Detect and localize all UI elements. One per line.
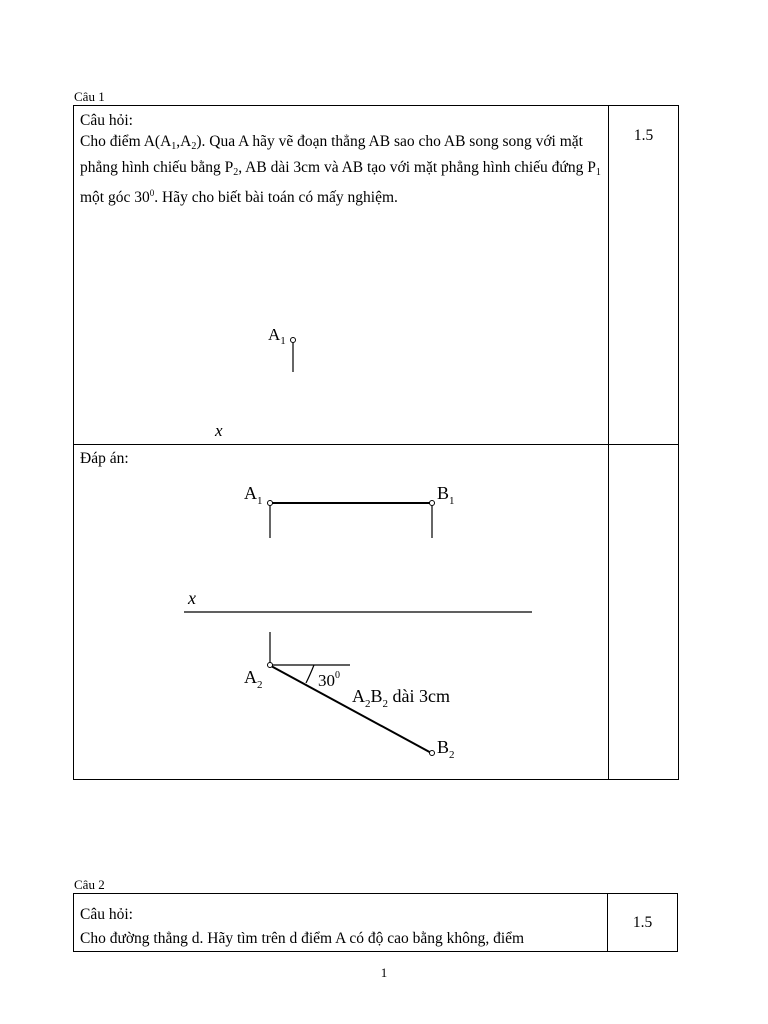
point-b2 [430, 751, 435, 756]
question-1-score: 1.5 [633, 127, 654, 144]
question-1-score-cell [609, 106, 679, 445]
question-1-figure [74, 208, 608, 438]
question-1-text [74, 106, 608, 208]
answer-a2-label: $A_2$ [244, 667, 263, 691]
question-1-body: Cho điểm $A(A_1,A_2)$. Qua A hãy vẽ đoạn thẳng AB sao cho AB song song với mặt phẳng hình chiếu bằng $P_2$, AB dài 3cm và AB tạo với mặt phẳng hình chiếu đứng $P_1$ một góc $30^0$. Hãy cho biết bài toán có mấy nghiệm. [80, 133, 601, 206]
question-2-label: Câu 2 [74, 877, 105, 892]
question-1-label: Câu 1 [74, 89, 105, 104]
answer-1-cell [74, 445, 609, 780]
answer-1-score-cell [609, 445, 679, 780]
question-2-score-cell [608, 894, 678, 952]
question-1-cell [74, 106, 609, 445]
x-axis-label: x [188, 588, 196, 608]
point-a1 [268, 501, 273, 506]
segment-a2b2 [272, 667, 430, 753]
question-2-body: Cho đường thẳng d. Hãy tìm trên d điểm A có độ cao bằng không, điểm [80, 930, 525, 947]
answer-1-heading: Đáp án: [80, 450, 129, 467]
answer-a1-label: $A_1$ [244, 483, 263, 507]
answer-b2-label: $B_2$ [437, 737, 455, 761]
point-b1 [430, 501, 435, 506]
x-axis-label: x [215, 421, 223, 438]
figure-a1-label: $A_1$ [268, 325, 286, 347]
question-2-table [73, 893, 678, 952]
length-label: $A_2B_2$ dài 3cm [352, 686, 450, 710]
question-2-heading: Câu hỏi: [80, 906, 133, 923]
question-1-heading: Câu hỏi: [80, 112, 133, 129]
page-number: 1 [380, 965, 388, 980]
question-2-cell [74, 894, 608, 952]
angle-arc [306, 665, 314, 683]
point-a1 [291, 338, 296, 343]
point-a2 [268, 663, 273, 668]
answer-b1-label: $B_1$ [437, 483, 455, 507]
question-1-table [73, 105, 679, 780]
answer-1-figure [74, 469, 608, 779]
question-2-text [74, 894, 607, 951]
angle-label: $30^0$ [318, 670, 340, 690]
question-2-score: 1.5 [632, 914, 653, 931]
